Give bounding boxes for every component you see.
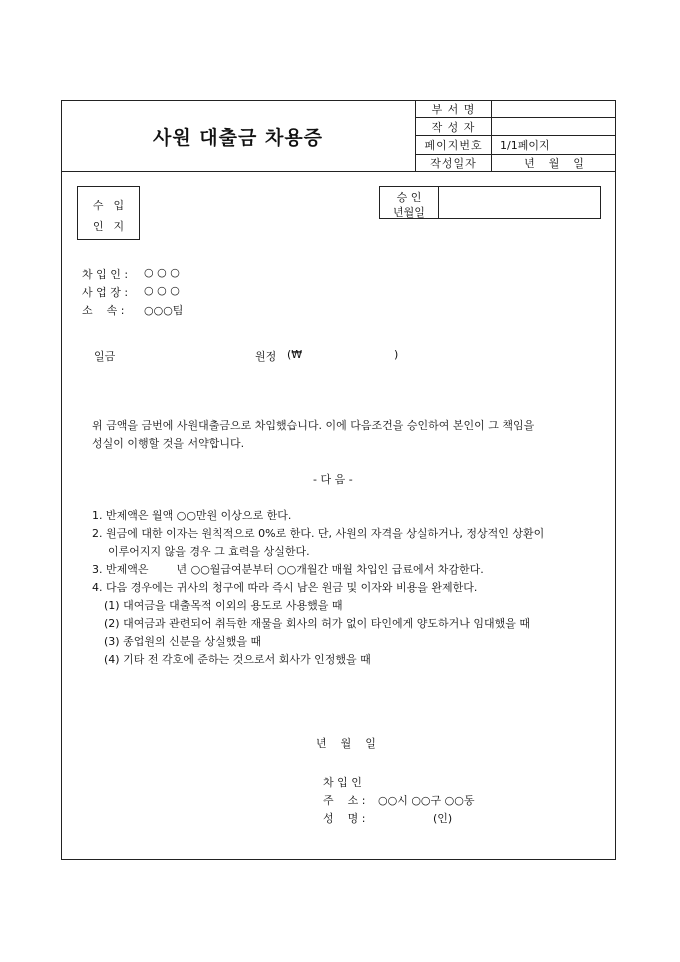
- page-label: 페이지번호: [416, 136, 492, 154]
- team-value: ○○○팀: [144, 304, 184, 317]
- sign-date: 년 월 일: [316, 737, 376, 750]
- condition-2-line2: 이루어지지 않을 경우 그 효력을 상실한다.: [108, 545, 310, 558]
- approval-label-cell: [380, 187, 439, 218]
- borrower-name-label: 차 입 인 :: [82, 268, 129, 281]
- borrower-name-value: ○ ○ ○: [144, 266, 180, 279]
- revenue-stamp-box: [77, 186, 140, 240]
- date-value[interactable]: 년 월 일: [492, 154, 616, 172]
- approval-box: [379, 186, 601, 219]
- condition-2-line1: 2. 원금에 대한 이자는 원칙적으로 0%로 한다. 단, 사원의 자격을 상실하거나, 정상적인 상환이: [92, 527, 545, 540]
- next-heading: - 다 음 -: [313, 473, 353, 486]
- signature-address-value: ○○시 ○○구 ○○동: [378, 794, 475, 807]
- date-label: 작성일자: [416, 154, 492, 172]
- condition-4: 4. 다음 경우에는 귀사의 청구에 따라 즉시 남은 원금 및 이자와 비용을 완제한다.: [92, 581, 478, 594]
- team-label: 소 속 :: [82, 304, 125, 317]
- amount-currency-close: ): [394, 348, 399, 361]
- page-value: 1/1페이지: [492, 136, 616, 154]
- amount-prefix: 일금: [94, 350, 116, 363]
- approval-value[interactable]: [440, 187, 600, 218]
- condition-3: 3. 반제액은 년 ○○월급여분부터 ○○개월간 매월 차입인 급료에서 차감한다.: [92, 563, 484, 576]
- workplace-label: 사 업 장 :: [82, 286, 129, 299]
- statement-line2: 성실이 이행할 것을 서약합니다.: [92, 437, 245, 450]
- signature-name-label: 성 명 :: [323, 812, 366, 825]
- approval-label-line1: 승 인: [396, 191, 422, 204]
- signature-address-label: 주 소 :: [323, 794, 366, 807]
- condition-4-sub-4: (4) 기타 전 각호에 준하는 것으로서 회사가 인정했을 때: [104, 653, 371, 666]
- signature-seal: (인): [433, 812, 453, 825]
- amount-unit: 원정: [255, 350, 277, 363]
- document-title: 사원 대출금 차용증: [152, 126, 324, 149]
- stamp-label-line1: 수입: [92, 199, 135, 212]
- condition-4-sub-2: (2) 대여금과 관련되어 취득한 재물을 회사의 허가 없이 타인에게 양도하거나 임대했을 때: [104, 617, 530, 630]
- author-value[interactable]: [492, 118, 616, 136]
- signature-borrower-label: 차 입 인: [323, 776, 362, 789]
- condition-4-sub-3: (3) 종업원의 신분을 상실했을 때: [104, 635, 262, 648]
- author-label: 작 성 자: [416, 118, 492, 136]
- document-header: [61, 100, 616, 172]
- approval-label-line2: 년월일: [393, 206, 425, 219]
- dept-label: 부 서 명: [416, 100, 492, 118]
- stamp-label-line2: 인지: [92, 220, 135, 233]
- amount-currency-open: (₩: [287, 348, 303, 361]
- condition-4-sub-1: (1) 대여금을 대출목적 이외의 용도로 사용했을 때: [104, 599, 343, 612]
- workplace-value: ○ ○ ○: [144, 284, 180, 297]
- dept-value[interactable]: [492, 100, 616, 118]
- meta-table: [415, 100, 616, 172]
- condition-1: 1. 반제액은 월액 ○○만원 이상으로 한다.: [92, 509, 292, 522]
- statement-line1: 위 금액을 금번에 사원대출금으로 차입했습니다. 이에 다음조건을 승인하여 본인이 그 책임을: [92, 419, 535, 432]
